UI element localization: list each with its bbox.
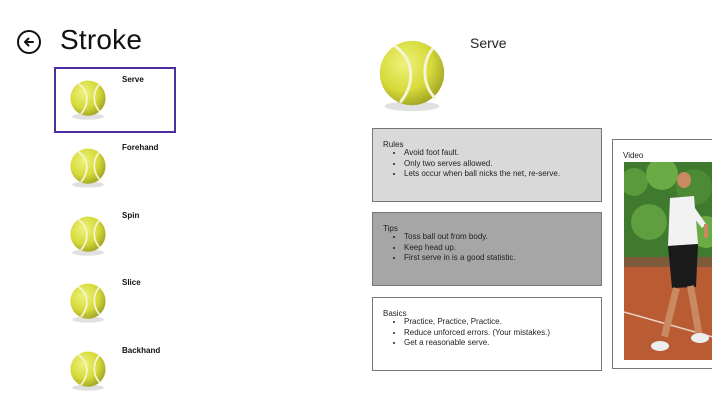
card-bullet: • Avoid foot fault. [404,148,560,159]
video-panel[interactable] [612,139,712,369]
card-basics [372,297,602,371]
card-tips [372,212,602,286]
video-label: Video [623,151,644,160]
stroke-item-serve[interactable] [56,69,174,131]
card-bullet: • First serve in is a good statistic. [404,253,516,264]
tennis-ball-icon [66,348,110,392]
card-bullet-list [393,148,560,180]
tennis-ball-icon [66,213,110,257]
stroke-item-spin[interactable] [56,205,174,267]
card-bullet: • Only two serves allowed. [404,159,560,170]
stroke-label: Backhand [122,346,161,355]
stroke-label: Serve [122,75,144,84]
stroke-item-slice[interactable] [56,272,174,334]
card-bullet: • Toss ball out from body. [404,232,516,243]
back-button[interactable] [17,30,41,54]
card-bullet-list [393,232,516,264]
tennis-ball-icon [373,36,451,114]
back-arrow-icon [21,34,37,50]
card-bullet-list [393,317,550,349]
tennis-ball-icon [66,280,110,324]
card-bullet: • Lets occur when ball nicks the net, re-serve. [404,169,560,180]
card-bullet: • Keep head up. [404,243,516,254]
tennis-ball-icon [66,145,110,189]
stroke-item-forehand[interactable] [56,137,174,199]
stroke-item-backhand[interactable] [56,340,174,402]
card-title: Rules [383,140,404,149]
video-thumbnail[interactable] [624,162,712,360]
tennis-ball-icon [66,77,110,121]
detail-title: Serve [470,35,507,51]
card-title: Tips [383,224,398,233]
card-bullet: • Practice, Practice, Practice. [404,317,550,328]
stroke-label: Slice [122,278,141,287]
stroke-label: Spin [122,211,140,220]
card-rules [372,128,602,202]
card-bullet: • Reduce unforced errors. (Your mistakes.) [404,328,550,339]
stroke-label: Forehand [122,143,159,152]
page-title: Stroke [60,24,143,55]
card-bullet: • Get a reasonable serve. [404,338,550,349]
card-title: Basics [383,309,407,318]
